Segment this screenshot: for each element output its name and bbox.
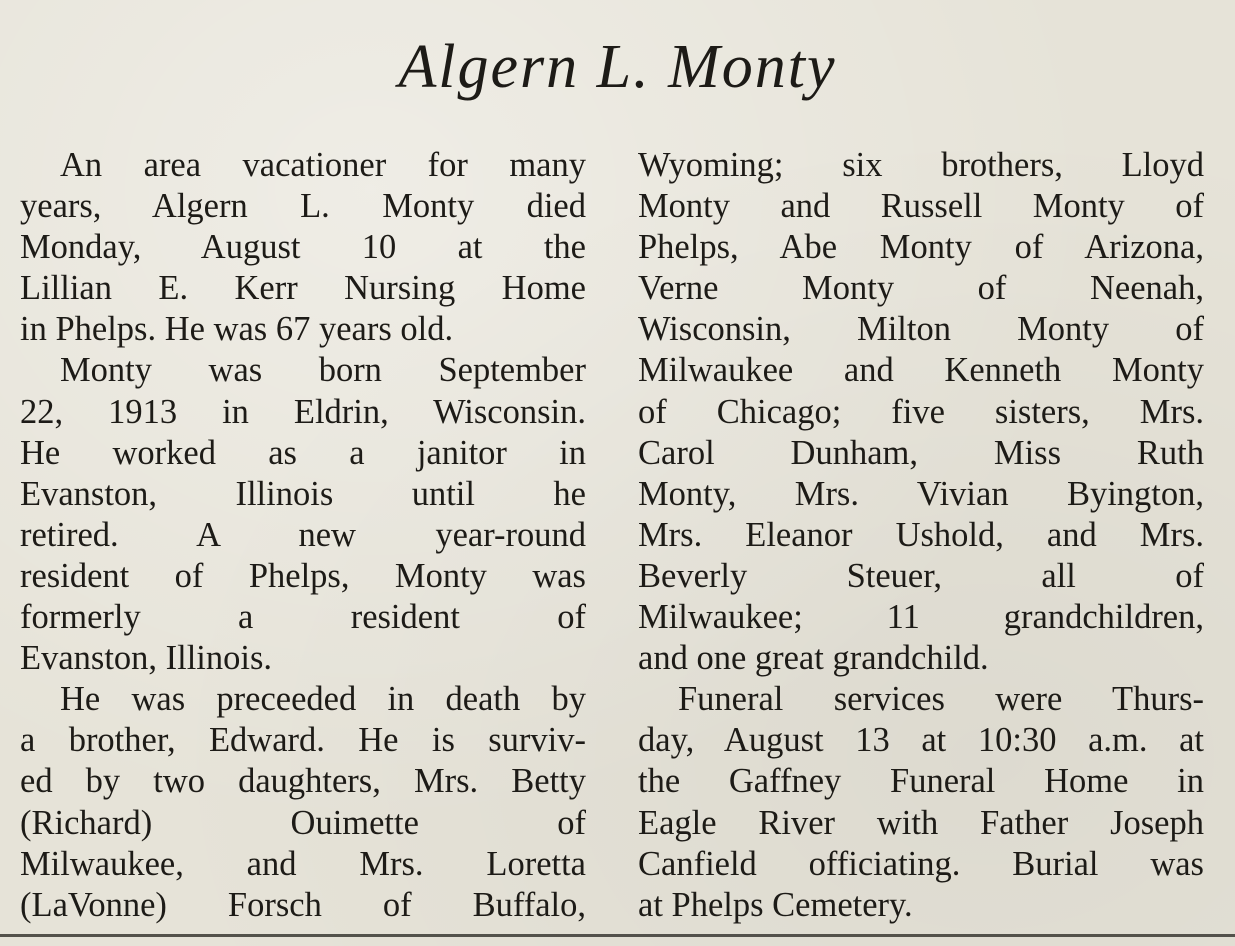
text-line: Wyoming; six brothers, Lloyd: [638, 146, 1204, 184]
text-line: Milwaukee, and Mrs. Loretta: [20, 844, 586, 883]
text-line: Funeral services were Thurs-: [678, 680, 1204, 719]
text-line: An area vacationer for many: [60, 146, 586, 184]
text-line: a brother, Edward. He is surviv-: [20, 721, 586, 760]
text-line: day, August 13 at 10:30 a.m. at: [638, 721, 1204, 760]
text-line: Carol Dunham, Miss Ruth: [638, 433, 1204, 472]
text-line: Evanston, Illinois until he: [20, 474, 586, 513]
text-line: the Gaffney Funeral Home in: [638, 762, 1204, 801]
text-line: Canfield officiating. Burial was: [638, 844, 1204, 883]
text-line: in Phelps. He was 67 years old.: [20, 310, 454, 349]
text-line: at Phelps Cemetery.: [638, 885, 913, 924]
text-line: formerly a resident of: [20, 598, 586, 637]
obituary-headline: Algern L. Monty: [398, 33, 837, 101]
text-line: retired. A new year-round: [20, 515, 586, 554]
text-line: resident of Phelps, Monty was: [20, 556, 586, 595]
text-line: Verne Monty of Neenah,: [638, 269, 1204, 308]
text-line: Milwaukee; 11 grandchildren,: [638, 598, 1204, 637]
text-line: Wisconsin, Milton Monty of: [638, 310, 1204, 349]
text-line: and one great grandchild.: [638, 639, 989, 678]
right-column: [638, 145, 1204, 926]
text-line: Beverly Steuer, all of: [638, 556, 1204, 595]
text-line: Monty and Russell Monty of: [638, 187, 1204, 226]
text-line: Mrs. Eleanor Ushold, and Mrs.: [638, 515, 1204, 554]
text-line: Monday, August 10 at the: [20, 228, 586, 267]
text-line: years, Algern L. Monty died: [20, 187, 586, 226]
text-line: Phelps, Abe Monty of Arizona,: [638, 228, 1204, 267]
text-line: ed by two daughters, Mrs. Betty: [20, 762, 586, 801]
bottom-rule: [0, 934, 1235, 937]
text-line: Lillian E. Kerr Nursing Home: [20, 269, 586, 308]
text-line: (LaVonne) Forsch of Buffalo,: [20, 885, 586, 924]
text-line: 22, 1913 in Eldrin, Wisconsin.: [20, 392, 586, 431]
text-line: He worked as a janitor in: [20, 433, 586, 472]
text-line: Monty was born September: [60, 351, 586, 390]
text-line: He was preceeded in death by: [60, 680, 586, 719]
text-line: Eagle River with Father Joseph: [638, 803, 1204, 842]
text-line: Milwaukee and Kenneth Monty: [638, 351, 1204, 390]
text-line: Monty, Mrs. Vivian Byington,: [638, 474, 1204, 513]
text-line: of Chicago; five sisters, Mrs.: [638, 392, 1204, 431]
text-line: Evanston, Illinois.: [20, 639, 273, 678]
text-line: (Richard) Ouimette of: [20, 803, 586, 842]
left-column: [20, 145, 586, 926]
